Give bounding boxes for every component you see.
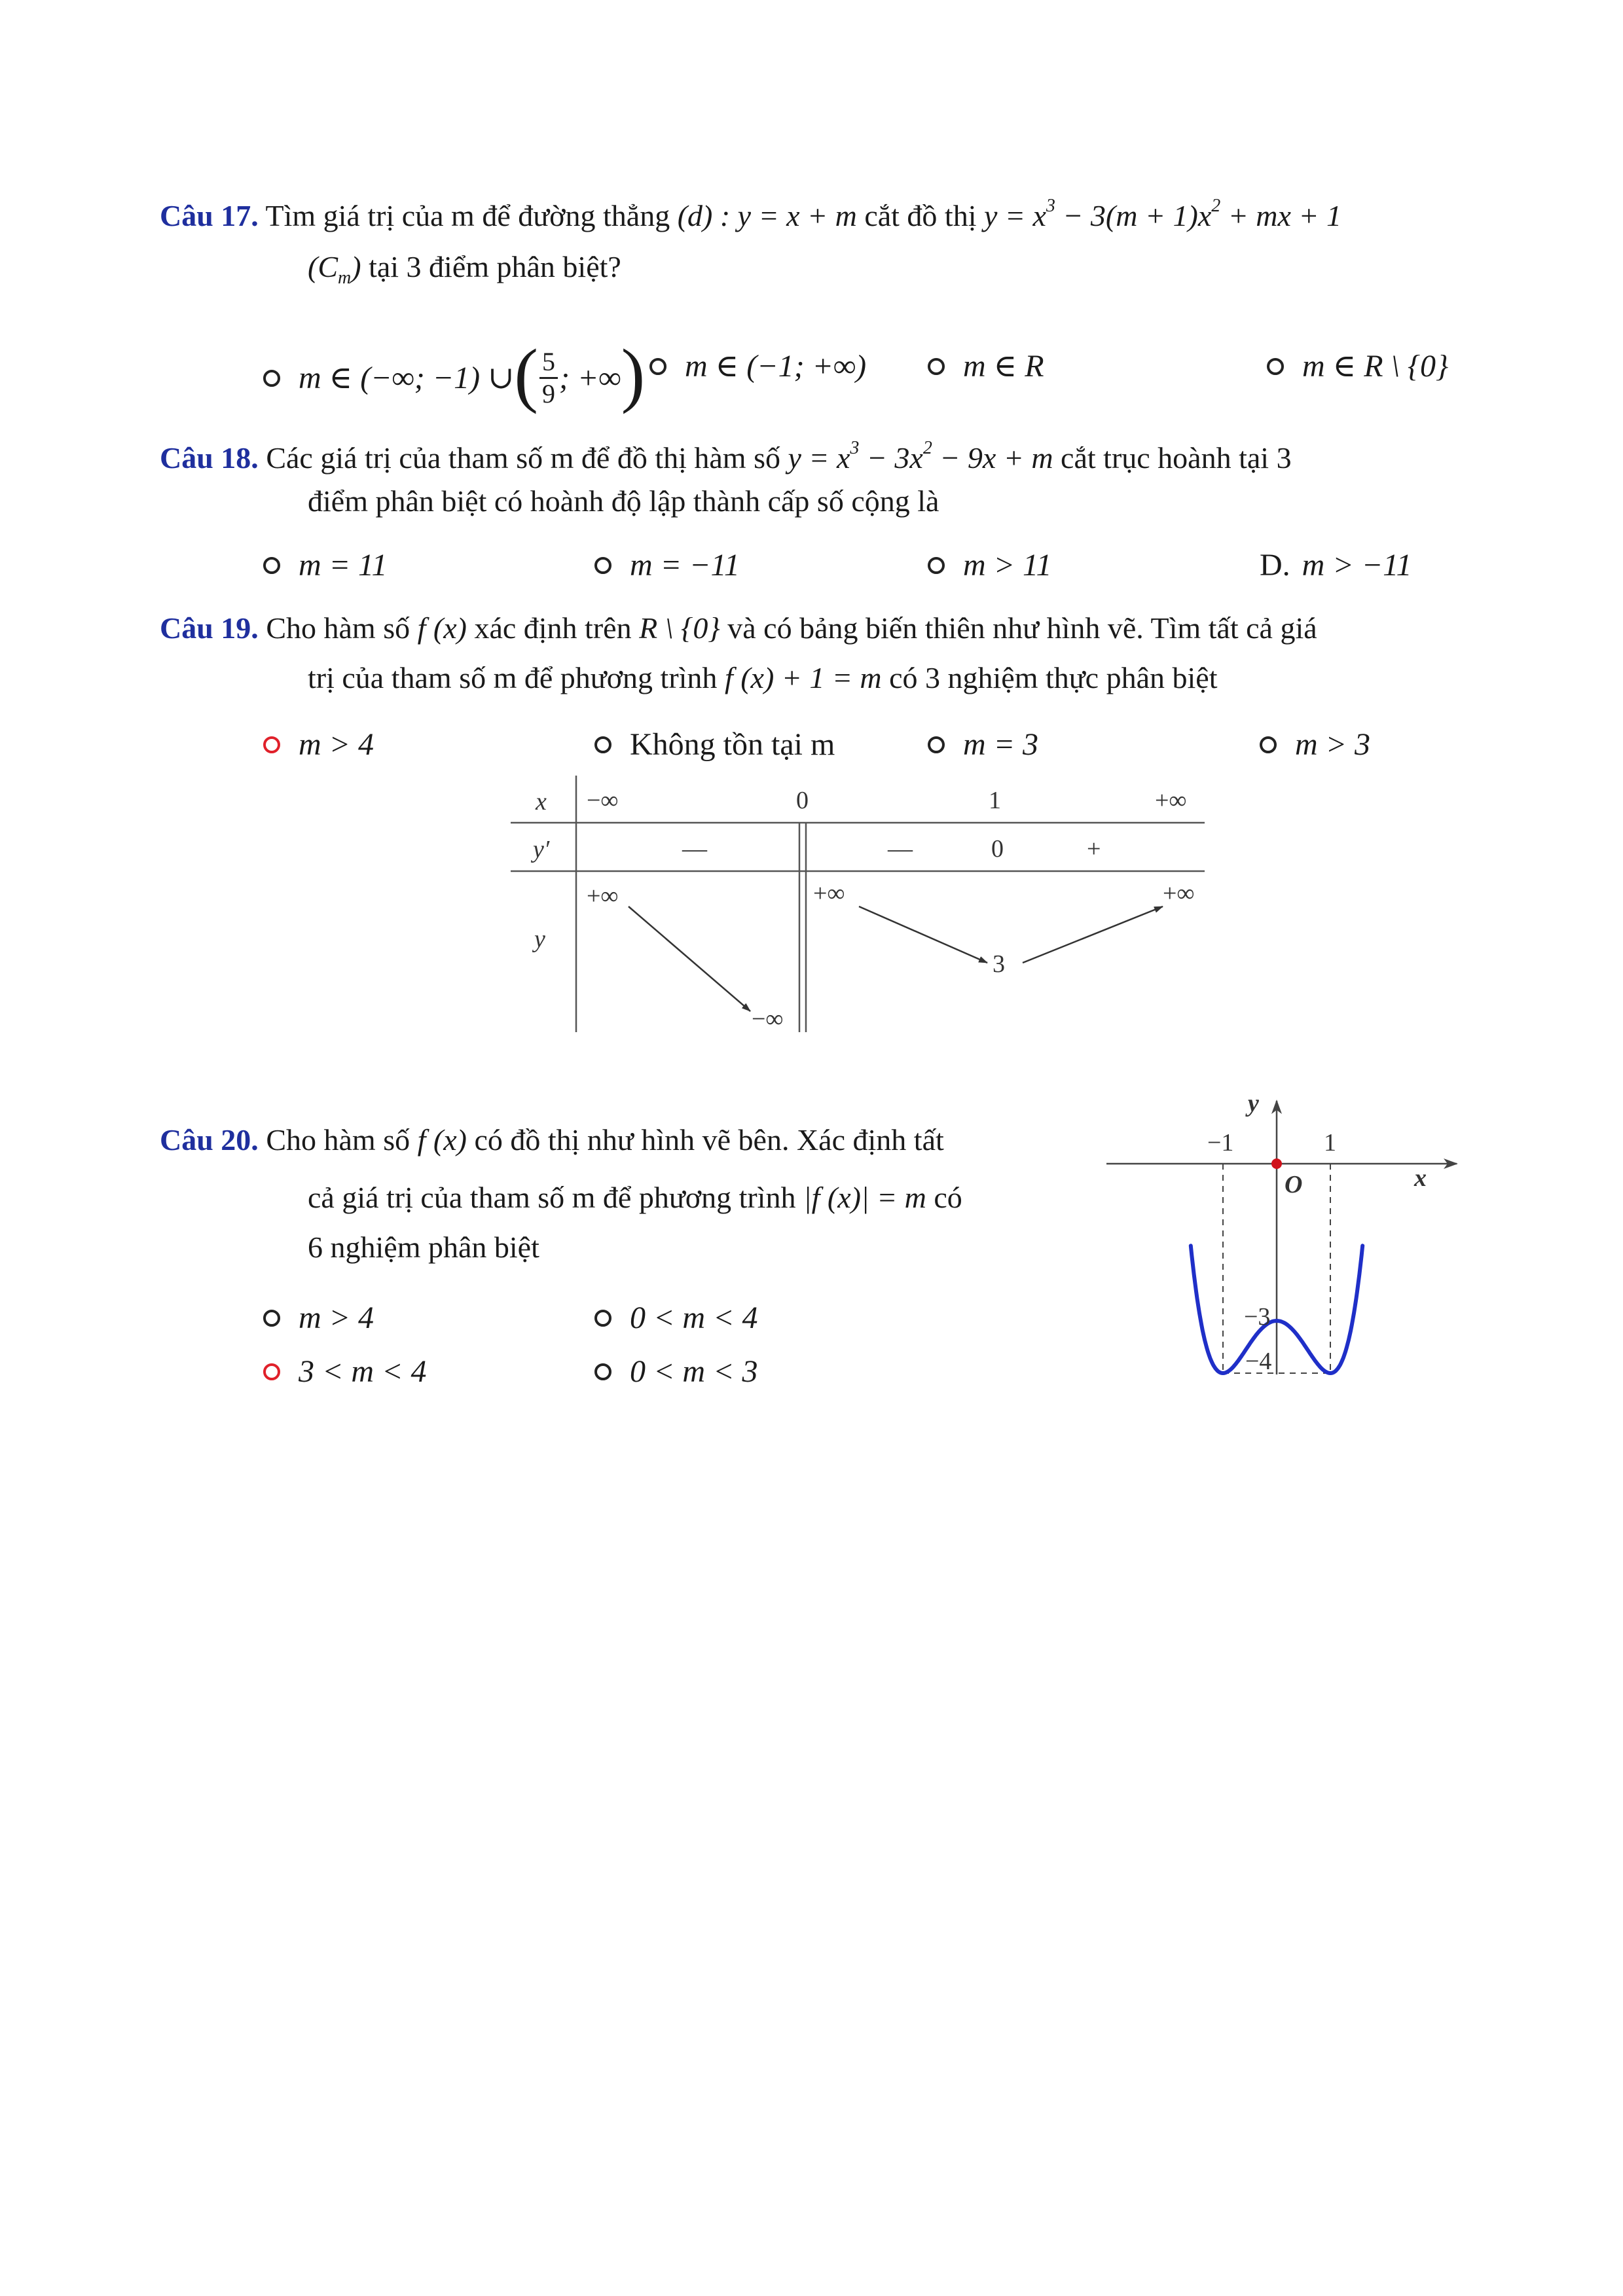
q20-line2	[308, 1178, 962, 1217]
q18-option-b[interactable]	[594, 546, 740, 585]
q19-text2: xác định trên	[474, 611, 632, 645]
option-circle-icon[interactable]	[263, 1310, 280, 1327]
paren-open-icon: (	[514, 334, 539, 414]
table-x-value: 0	[796, 787, 809, 814]
q17-option-a-text: m ∈ (−∞; −1) ∪	[299, 360, 515, 395]
q20-text: Cho hàm số	[266, 1123, 410, 1157]
x-axis-label: x	[1414, 1164, 1427, 1192]
tick-label-neg3: −3	[1244, 1303, 1271, 1331]
q19-option-a[interactable]	[263, 725, 374, 764]
q20-option-d[interactable]	[594, 1352, 757, 1391]
q18-option-b-text: m = −11	[630, 548, 740, 583]
q18-option-a[interactable]	[263, 546, 388, 585]
q17-option-a[interactable]	[263, 334, 646, 414]
option-circle-icon[interactable]	[263, 370, 280, 387]
q17-curve-eq: $y = x^3 - 3(m + 1)x^2$ + mx + 1	[984, 196, 1341, 232]
q18-line2: điểm phân biệt có hoành độ lập thành cấp số cộng là	[308, 484, 939, 518]
option-circle-icon[interactable]	[594, 1310, 611, 1327]
option-circle-icon[interactable]	[1267, 358, 1284, 375]
table-x-value: 1	[989, 787, 1001, 814]
q20-option-b[interactable]	[594, 1299, 757, 1338]
q17-option-a-fraction: $\frac{5}{9}$	[539, 347, 558, 409]
q17-option-a-tail: ; +∞	[559, 360, 621, 395]
q20-option-a-text: m > 4	[299, 1300, 374, 1335]
table-y-value: 3	[993, 950, 1005, 978]
tick-label-neg1: −1	[1207, 1129, 1234, 1157]
table-yp-sign: +	[1087, 835, 1101, 863]
q20-option-c-text: 3 < m < 4	[299, 1354, 427, 1389]
q19-text3: và có bảng biến thiên như hình vẽ. Tìm tất cả giá	[727, 611, 1317, 645]
q19-text: Cho hàm số	[266, 611, 410, 645]
q19-option-c[interactable]	[928, 725, 1038, 764]
q20-option-c[interactable]	[263, 1352, 426, 1391]
q20-label: Câu 20.	[160, 1123, 259, 1157]
q18-line1	[160, 439, 1292, 478]
option-circle-icon[interactable]	[594, 557, 611, 574]
q18-option-d-text: m > −11	[1302, 548, 1412, 583]
table-row-y-label: y	[534, 925, 545, 953]
q17-cm: $(C_m)$	[308, 250, 361, 288]
q18-option-c[interactable]	[928, 546, 1052, 585]
q17-line2-text: tại 3 điểm phân biệt?	[369, 250, 621, 283]
q18-option-d-label: D.	[1260, 548, 1290, 583]
q18-eq: $y = x^3 - 3x^2 - 9x + m$	[788, 438, 1053, 475]
tick-label-1: 1	[1324, 1129, 1336, 1157]
table-x-value: +∞	[1155, 787, 1187, 814]
table-yp-zero: 0	[991, 835, 1004, 863]
q19-domain: R \ {0}	[639, 611, 720, 645]
q20-option-d-text: 0 < m < 3	[630, 1354, 758, 1389]
option-circle-icon[interactable]	[928, 557, 945, 574]
table-row-x-label: x	[536, 788, 547, 816]
q20-line2-eq: |f (x)| = m	[803, 1181, 926, 1214]
table-arrow-up	[1023, 906, 1163, 963]
q19-option-b-text: Không tồn tại m	[630, 727, 835, 762]
option-circle-icon[interactable]	[928, 358, 945, 375]
option-circle-icon[interactable]	[263, 736, 280, 753]
q20-line2-tail: có	[934, 1181, 962, 1214]
q20-fx: f (x)	[417, 1123, 467, 1157]
table-y-value: +∞	[587, 882, 619, 910]
option-circle-icon[interactable]	[928, 736, 945, 753]
q19-fx: f (x)	[417, 611, 467, 645]
q17-option-d[interactable]	[1267, 347, 1448, 386]
q18-option-d[interactable]	[1260, 546, 1412, 585]
q18-text2: cắt trục hoành tại 3	[1061, 441, 1292, 475]
table-x-value: −∞	[587, 787, 619, 814]
table-y-value: −∞	[752, 1005, 784, 1033]
table-y-value: +∞	[813, 880, 845, 907]
option-circle-icon[interactable]	[263, 1363, 280, 1380]
table-arrow-down	[859, 906, 987, 963]
q17-option-c[interactable]	[928, 347, 1044, 386]
q19-line2-eq: f (x) + 1 = m	[724, 661, 882, 694]
q19-line2-tail: có 3 nghiệm thực phân biệt	[889, 661, 1218, 694]
q17-option-b[interactable]	[649, 347, 866, 386]
table-y-value: +∞	[1163, 880, 1195, 907]
q19-label: Câu 19.	[160, 611, 259, 645]
option-circle-icon[interactable]	[263, 557, 280, 574]
q19-option-d[interactable]	[1260, 725, 1370, 764]
q20-line1	[160, 1121, 944, 1160]
paren-close-icon: )	[621, 334, 646, 414]
option-circle-icon[interactable]	[594, 736, 611, 753]
table-yp-sign: —	[682, 835, 707, 863]
q17-text: Tìm giá trị của m để đường thẳng	[265, 199, 670, 232]
q20-option-b-text: 0 < m < 4	[630, 1300, 758, 1335]
q20-option-a[interactable]	[263, 1299, 374, 1338]
q20-line3: 6 nghiệm phân biệt	[308, 1230, 539, 1264]
q19-option-a-text: m > 4	[299, 727, 374, 762]
origin-label: O	[1285, 1171, 1303, 1198]
q20-text2: có đồ thị như hình vẽ bên. Xác định tất	[474, 1123, 944, 1157]
q17-text2: cắt đồ thị	[864, 199, 977, 232]
q18-text: Các giá trị của tham số m để đồ thị hàm số	[266, 441, 780, 475]
y-axis-label: y	[1248, 1090, 1259, 1117]
table-row-yp-label: y′	[533, 836, 550, 863]
origin-point	[1271, 1158, 1282, 1169]
option-circle-icon[interactable]	[594, 1363, 611, 1380]
q18-option-a-text: m = 11	[299, 548, 388, 583]
option-circle-icon[interactable]	[1260, 736, 1277, 753]
q17-line2	[308, 247, 621, 287]
q20-function-graph	[1100, 1086, 1467, 1394]
q20-line2-text: cả giá trị của tham số m để phương trình	[308, 1181, 796, 1214]
option-circle-icon[interactable]	[649, 358, 666, 375]
q19-line2	[308, 658, 1218, 698]
q19-option-c-text: m = 3	[963, 727, 1039, 762]
q19-option-b[interactable]	[594, 725, 835, 764]
q19-line1	[160, 609, 1317, 648]
table-yp-sign: —	[888, 835, 913, 863]
q17-label: Câu 17.	[160, 199, 259, 232]
q17-line-eq: (d) : y = x + m	[677, 199, 857, 232]
q17-option-c-text: m ∈ R	[963, 349, 1044, 384]
table-arrow-down	[629, 906, 750, 1011]
q19-line2-text: trị của tham số m để phương trình	[308, 661, 718, 694]
q18-label: Câu 18.	[160, 441, 259, 475]
tick-label-neg4: −4	[1245, 1348, 1272, 1375]
q17-option-b-text: m ∈ (−1; +∞)	[685, 349, 867, 384]
q17-line1	[160, 196, 1341, 236]
q19-variation-table	[511, 776, 1218, 1037]
q19-option-d-text: m > 3	[1295, 727, 1371, 762]
q17-option-d-text: m ∈ R \ {0}	[1302, 349, 1449, 384]
q18-option-c-text: m > 11	[963, 548, 1052, 583]
